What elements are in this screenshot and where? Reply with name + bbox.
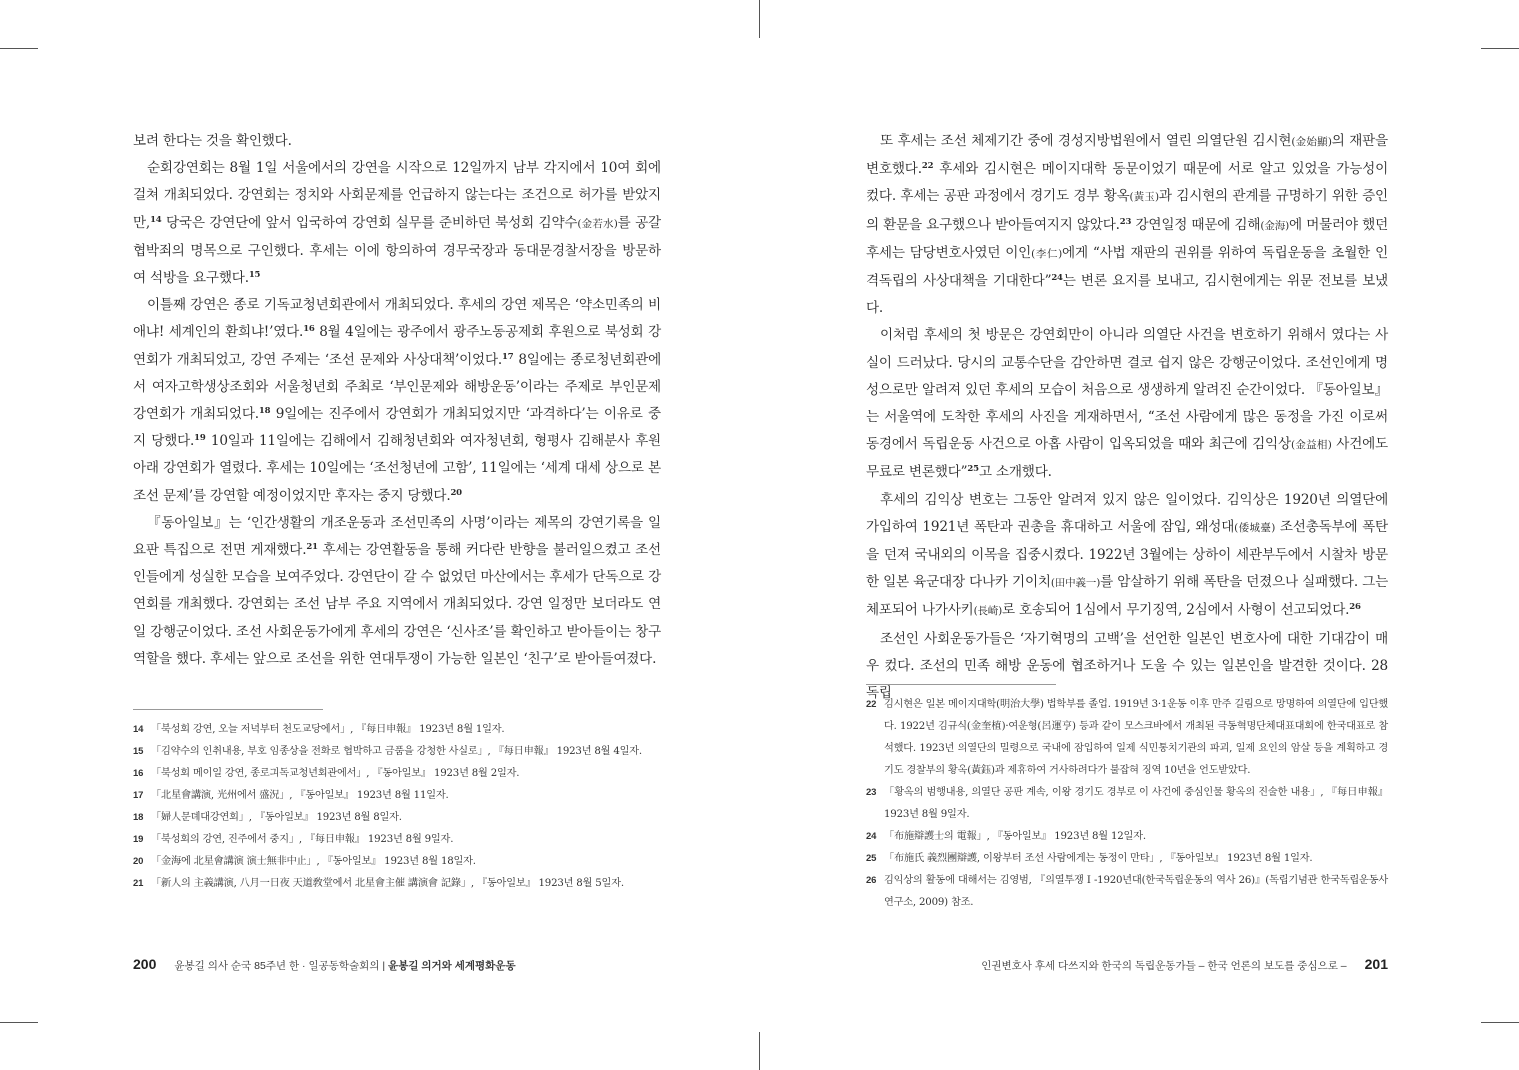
footnote-ref-21[interactable]: 21 (306, 542, 318, 553)
footnote-text: 「北星會講演, 光州에서 盛況」, 『동아일보』 1923년 8월 11일자. (151, 790, 449, 801)
footnote-ref-17[interactable]: 17 (502, 351, 514, 362)
footnote-ref-26[interactable]: 26 (1349, 602, 1361, 613)
footnote-number: 18 (133, 812, 144, 823)
left-footnotes (133, 719, 659, 895)
text-run: 후세의 김익상 변호는 그동안 알려져 있지 않은 일이었다. 김익상은 1920년 의열단에 가입하여 1921년 폭탄과 권총을 휴대하고 서울에 잠입, 왜성대 (866, 491, 1388, 535)
text-run: 로 호송되어 1심에서 무기징역, 2심에서 사형이 선고되었다. (1001, 602, 1350, 619)
footnote-ref-20[interactable]: 20 (450, 487, 462, 498)
footnote-19 (133, 829, 659, 851)
hanja-annotation: (倭城臺) (1234, 521, 1276, 534)
page-number: 201 (1364, 956, 1388, 972)
text-run: 순회강연회는 8월 1일 서울에서의 강연을 시작으로 12일까지 남부 각지에서 10여 회에 걸쳐 개최되었다. 강연회는 정치와 사회문제를 언급하지 않는다는 조건으로 허가를 받았지만, (133, 160, 661, 231)
hanja-annotation: (金益相) (1290, 439, 1332, 452)
footnote-ref-14[interactable]: 14 (150, 214, 162, 225)
right-body-text (866, 128, 1388, 707)
text-run: 9일에는 진주에서 강연회가 개최되었지만 ‘과격하다’는 이유로 중지 당했다. (133, 406, 661, 450)
text-run: 또 후세는 조선 체제기간 중에 경성지방법원에서 열린 의열단원 김시현 (880, 133, 1292, 149)
footnote-number: 16 (133, 768, 144, 779)
footnote-14 (133, 719, 659, 741)
left-running-footer (133, 956, 516, 973)
left-paragraph-2 (133, 155, 661, 292)
footnote-ref-24[interactable]: 24 (1051, 273, 1063, 284)
running-footer-text: 인권변호사 후세 다쓰지와 한국의 독립운동가들 – 한국 언론의 보도를 중심으로 – (981, 960, 1347, 972)
text-run: 보려 한다는 것을 확인했다. (133, 133, 292, 149)
footnote-number: 26 (866, 875, 877, 886)
footnote-number: 22 (866, 699, 877, 710)
footnote-number: 19 (133, 834, 144, 845)
text-run: 사건에도 무료로 변론했다” (866, 436, 1388, 481)
footnote-number: 21 (133, 878, 144, 889)
footnote-number: 20 (133, 856, 144, 867)
text-run: 8월 4일에는 광주에서 광주노동공제회 후원으로 북성회 강연회가 개최되었고, 강연 주제는 ‘조선 문제와 사상대책’이었다. (133, 324, 662, 368)
text-run: 를 암살하기 위해 폭탄을 던졌으나 실패했다. 그는 체포되어 나가사키 (866, 574, 1389, 619)
footnote-ref-16[interactable]: 16 (303, 324, 315, 335)
text-run: 이처럼 후세의 첫 방문은 강연회만이 아니라 의열단 사건을 변호하기 위해서 였다는 사실이 드러났다. 당시의 교통수단을 감안하면 결코 쉽지 않은 강행군이었다. 조선인에게 명성으로만 알려져 있던 후세의 모습이 처음으로 생생하게 알려진 순간이었다. 『동아일보』는 서울역에 도착한 후세의 사진을 게재하면서, “조선 사람에게 많은 동정을 가진 이로써 동경에서 독립운동 사건으로 아홉 사람이 입옥되었을 때와 최근에 김익상 (866, 327, 1388, 453)
footnote-21 (133, 873, 659, 895)
footnote-text: 「북성회의 강연, 진주에서 중지」, 『每日申報』 1923년 8월 9일자. (151, 834, 454, 845)
footnote-ref-18[interactable]: 18 (258, 406, 271, 417)
text-run: 후세는 강연활동을 통해 커다란 반향을 불러일으켰고 조선인들에게 성실한 모습을 보여주었다. 강연단이 갈 수 없었던 마산에서는 후세가 단독으로 강연회를 개최했다. 강연회는 조선 남부 주요 지역에서 개최되었다. 강연 일정만 보더라도 연일 강행군이었다. 조선 사회운동가에게 후세의 강연은 ‘신사조’를 확인하고 받아들이는 창구 역할을 했다. 후세는 앞으로 조선을 위한 연대투쟁이 가능한 일본인 ‘친구’로 받아들여졌다. (133, 542, 661, 667)
footnote-text: 「김약수의 인취내용, 부호 임종상을 전화로 협박하고 금품을 강청한 사실로」, 『每日申報』 1923년 8월 4일자. (151, 746, 642, 757)
hanja-annotation: (金海) (1260, 219, 1290, 232)
right-paragraph-3 (866, 487, 1388, 626)
footnote-26 (866, 870, 1388, 914)
footnote-text: 「婦人문뎨대강연회」, 『동아일보』 1923년 8월 8일자. (151, 812, 402, 823)
footnote-22 (866, 694, 1388, 782)
footnote-20 (133, 851, 659, 873)
footnote-text: 「북성회 강연, 오늘 저녁부터 천도교당에서」, 『每日申報』 1923년 8월 1일자. (151, 724, 505, 735)
footnote-ref-15[interactable]: 15 (248, 270, 261, 281)
footnote-number: 15 (133, 746, 144, 757)
hanja-annotation: (李仁) (1031, 247, 1063, 260)
running-footer-text: 윤봉길 의사 순국 85주년 한 · 일공동학술회의 | (174, 960, 386, 972)
footnote-25 (866, 848, 1388, 870)
footnote-16 (133, 763, 659, 785)
text-run: 『동아일보』는 ‘인간생활의 개조운동과 조선민족의 사명’이라는 제목의 강연기록을 일요판 특집으로 전면 게재했다. (133, 514, 661, 559)
text-run: 조선총독부에 폭탄을 던져 국내외의 이목을 집중시켰다. 1922년 3월에는 상하이 세관부두에서 시찰차 방문한 일본 육군대장 다나카 기이치 (866, 518, 1388, 591)
text-run: 이틀째 강연은 종로 기독교청년회관에서 개최되었다. 후세의 강연 제목은 ‘약소민족의 비애냐! 세계인의 환희냐!’였다. (133, 297, 661, 341)
hanja-annotation: (金始顯) (1291, 136, 1332, 148)
footnote-ref-22[interactable]: 22 (921, 161, 934, 172)
footnote-15 (133, 741, 659, 763)
text-run: 강연일정 때문에 김해 (1131, 216, 1261, 233)
footnote-text: 김시현은 일본 메이지대학(明治大學) 법학부를 졸업. 1919년 3·1운동 이후 만주 길림으로 망명하여 의열단에 입단했다. 1922년 김규식(金奎植)·여운형(呂運亨) 등과 같이 모스크바에서 개최된 극동혁명단체대표대회에 한국대표로 참석했다. 1923년 의열단의 밀령으로 국내에 잠입하여 일제 식민통치기관의 파괴, 일제 요인의 암살 등을 계획하고 경기도 경찰부의 황옥(黃鈺)과 제휴하여 거사하려다가 불잡혀 징역 10년을 언도받았다. (884, 699, 1388, 776)
text-run: 는 변론 요지를 보내고, 김시현에게는 위문 전보를 보냈다. (866, 273, 1388, 317)
left-paragraph-3 (133, 292, 661, 510)
footnote-divider (866, 684, 1056, 685)
footnote-text: 김익상의 활동에 대해서는 김영범, 『의열투쟁 I -1920년대(한국독립운동의 역사 26)』(독립기념관 한국독립운동사연구소, 2009) 참조. (884, 875, 1388, 908)
left-paragraph-4 (133, 510, 661, 673)
footnote-23 (866, 782, 1388, 826)
left-body-text (133, 128, 661, 673)
footnote-ref-23[interactable]: 23 (1119, 216, 1132, 227)
footnote-text: 「布施氏 義烈團辯護, 이왕부터 조선 사람에게는 동정이 만타」, 『동아일보』 1923년 8월 1일자. (884, 853, 1313, 864)
footnote-text: 「북성회 메이일 강연, 종로긔독교청년회관에서」, 『동아일보』 1923년 8월 2일자. (151, 768, 520, 779)
footnote-divider (133, 709, 323, 710)
text-run: 고 소개했다. (978, 464, 1052, 481)
text-run: 당국은 강연단에 앞서 입국하여 강연회 실무를 준비하던 북성회 김약수 (161, 214, 578, 231)
page-number: 200 (133, 956, 157, 972)
footnote-number: 24 (866, 831, 877, 842)
text-run: 10일과 11일에는 김해에서 김해청년회와 여자청년회, 형평사 김해분사 후원 아래 강연회가 열렸다. 후세는 10일에는 ‘조선청년에 고함’, 11일에는 ‘세계 대세 상으로 본 조선 문제’를 강연할 예정이었지만 후자는 중지 당했다. (133, 433, 661, 504)
text-run: 에 머물러야 했던 후세는 담당변호사였던 이인 (866, 216, 1389, 261)
footnote-number: 14 (133, 724, 144, 735)
footnote-text: 「金海에 北星會講演 演士無非中止」, 『동아일보』 1923년 8월 18일자. (151, 856, 476, 867)
hanja-annotation: (長崎) (973, 605, 1002, 618)
footnote-18 (133, 807, 659, 829)
right-paragraph-1 (866, 128, 1388, 322)
footnote-text: 「布施辯護士의 電報」, 『동아일보』 1923년 8월 12일자. (884, 831, 1146, 842)
text-run: 후세와 김시현은 메이지대학 동문이었기 때문에 서로 알고 있었을 가능성이 컸다. 후세는 공판 과정에서 경기도 경부 황옥 (866, 161, 1388, 205)
text-run: 조선인 사회운동가들은 ‘자기혁명의 고백’을 선언한 일본인 변호사에 대한 기대감이 매우 컸다. 조선의 민족 해방 운동에 협조하거나 도울 수 있는 일본인을 발견한 것이다. 28 독립 (866, 630, 1388, 702)
hanja-annotation: (黃玉) (1129, 191, 1159, 204)
footnote-ref-25[interactable]: 25 (967, 464, 979, 475)
text-run: 에게 “사법 재판의 권위를 위하여 독립운동을 초월한 인격독립의 사상대책을 기대한다” (866, 244, 1388, 290)
text-run: 과 김시현의 관계를 규명하기 위한 증인의 환문을 요구했으나 받아들여지지 않았다. (866, 188, 1388, 233)
footnote-24 (866, 826, 1388, 848)
footnote-number: 17 (133, 790, 144, 801)
right-page (760, 0, 1519, 1070)
running-footer-title: 윤봉길 의거와 세계평화운동 (388, 960, 516, 972)
footnote-number: 23 (866, 787, 877, 798)
right-running-footer (981, 956, 1388, 973)
left-paragraph-1 (133, 128, 661, 155)
footnote-ref-19[interactable]: 19 (194, 433, 206, 444)
hanja-annotation: (田中義一) (1050, 577, 1101, 590)
footnote-number: 25 (866, 853, 877, 864)
footnote-text: 「황옥의 범행내용, 의열단 공판 계속, 이왕 경기도 경부로 이 사건에 중심인물 황옥의 진술한 내용」, 『每日申報』 1923년 8월 9일자. (884, 787, 1388, 820)
hanja-annotation: (金若水) (577, 217, 618, 230)
right-footnotes (866, 694, 1388, 914)
text-run: 의 재판을 변호했다. (866, 133, 1388, 178)
text-run: 8일에는 종로청년회관에서 여자고학생상조회와 서울청년회 주최로 ‘부인문제와 해방운동’이라는 주제로 부인문제강연회가 개최되었다. (133, 351, 662, 423)
footnote-17 (133, 785, 659, 807)
text-run: 를 공갈협박죄의 명목으로 구인했다. 후세는 이에 항의하여 경무국장과 동대문경찰서장을 방문하여 석방을 요구했다. (133, 214, 661, 287)
footnote-text: 「新人의 主義講演, 八月一日夜 天道敎堂에서 北星會主催 講演會 記錄」, 『동아일보』 1923년 8월 5일자. (151, 878, 624, 889)
right-paragraph-2 (866, 322, 1388, 486)
